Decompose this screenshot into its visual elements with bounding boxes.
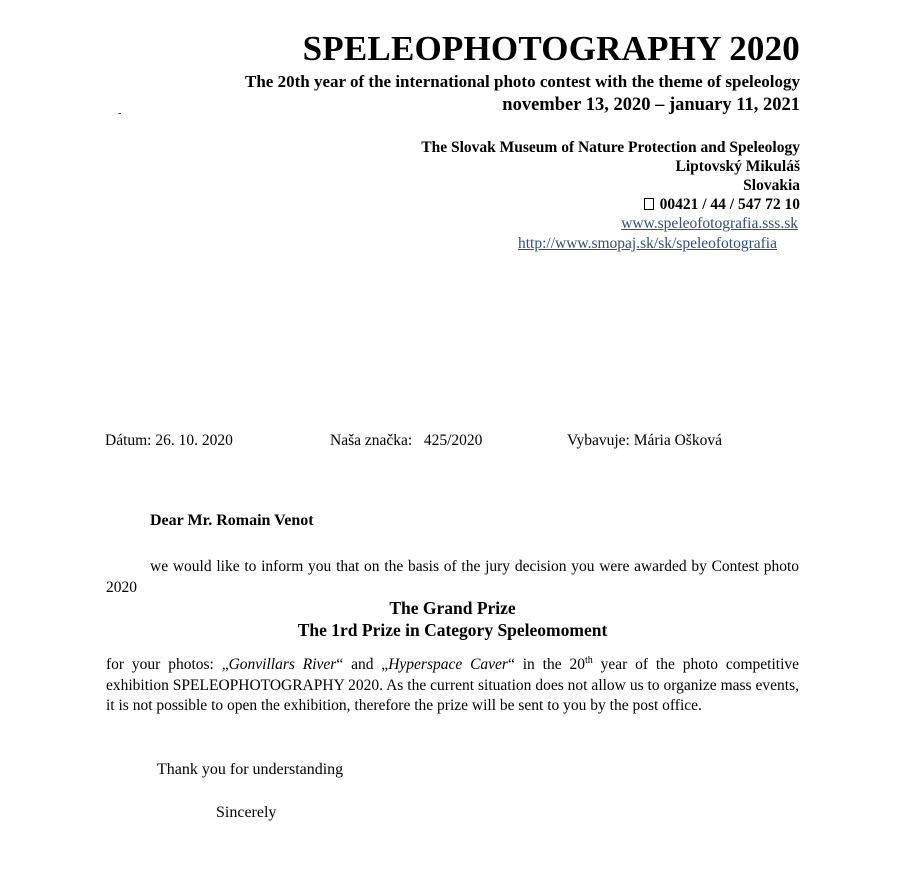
photo-title-1: Gonvillars River bbox=[228, 656, 337, 673]
handled-by: Vybavuje: Mária Ošková bbox=[567, 432, 722, 449]
thanks-line: Thank you for understanding bbox=[157, 761, 344, 778]
body-rest: year of the photo competitive exhibition SPELEOPHOTOGRAPHY 2020. As the current situation does not allow us to organize mass events, it is not possible to open the exhibition, therefore the prize will be sent to you by the post office. bbox=[106, 656, 800, 714]
phone-icon bbox=[644, 198, 654, 210]
phone-line bbox=[644, 196, 800, 214]
phone-number: 00421 / 44 / 547 72 10 bbox=[659, 196, 800, 213]
prize-grand: The Grand Prize bbox=[389, 598, 516, 618]
ordinal-suffix: th bbox=[584, 654, 593, 666]
intro-paragraph: we would like to inform you that on the basis of the jury decision you were awarded by Contest photo 2020 bbox=[106, 558, 799, 596]
letterhead-subtitle: The 20th year of the international photo contest with the theme of speleology bbox=[245, 72, 800, 91]
reference-value: 425/2020 bbox=[423, 432, 483, 449]
closing-line: Sincerely bbox=[216, 804, 277, 821]
museum-country: Slovakia bbox=[743, 177, 800, 194]
museum-name: The Slovak Museum of Nature Protection and Speleology bbox=[421, 139, 800, 156]
letterhead-title: SPELEOPHOTOGRAPHY 2020 bbox=[302, 29, 800, 68]
photos-prefix: for your photos: „ bbox=[106, 656, 229, 673]
website-link-smopaj[interactable]: http://www.smopaj.sk/sk/speleofotografia bbox=[517, 235, 777, 252]
prize-category: The 1rd Prize in Category Speleomoment bbox=[297, 620, 608, 640]
photos-after: “ in the 20 bbox=[507, 656, 585, 673]
photo-title-2: Hyperspace Caver bbox=[388, 656, 508, 673]
reference-number bbox=[330, 432, 482, 450]
body-paragraph bbox=[106, 655, 799, 717]
letter-date: Dátum: 26. 10. 2020 bbox=[105, 432, 233, 449]
contest-dates: november 13, 2020 – january 11, 2021 bbox=[502, 95, 800, 115]
stray-mark: - bbox=[118, 108, 122, 119]
salutation: Dear Mr. Romain Venot bbox=[150, 512, 314, 529]
reference-label: Naša značka: bbox=[330, 432, 413, 449]
museum-city: Liptovský Mikuláš bbox=[675, 158, 800, 175]
website-link-speleofotografia[interactable]: www.speleofotografia.sss.sk bbox=[621, 215, 798, 232]
photos-mid: “ and „ bbox=[336, 656, 389, 673]
